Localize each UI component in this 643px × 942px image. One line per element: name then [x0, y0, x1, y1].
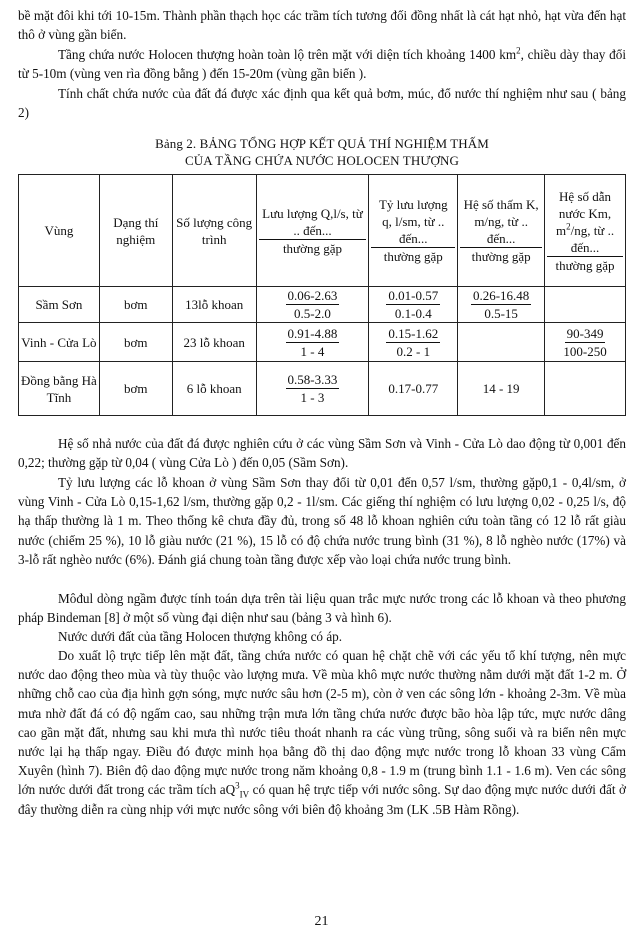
cell-permeability: 0.26-16.48 0.5-15	[458, 287, 545, 323]
aquifer-area-text-b: , chiều dày thay đổi từ 5-10m (vùng ven rìa đồng bằng ) đến 15-20m (vùng gần biển ).	[18, 47, 626, 82]
permeability-test-table	[18, 174, 626, 416]
cell-flow-rate: 0.58-3.33 1 - 3	[256, 362, 369, 416]
header-permeability-common: thường gặp	[471, 249, 531, 264]
cell-flow-rate: 0.91-4.88 1 - 4	[256, 323, 369, 362]
cell-transmissivity	[545, 287, 626, 323]
cell-test-type: bơm	[99, 362, 172, 416]
cell-permeability: 14 - 19	[458, 362, 545, 416]
cell-transmissivity: 90-349 100-250	[545, 323, 626, 362]
cell-specific-capacity: 0.01-0.57 0.1-0.4	[369, 287, 458, 323]
yield-coefficient-paragraph: Hệ số nhả nước của đất đá được nghiên cứu ở các vùng Sầm Sơn và Vinh - Cửa Lò dao động từ 0,001 đến 0,22; thường gặp từ 0,04 ( vùng Cửa Lò ) đến 0,05 (Sầm Sơn).	[18, 436, 626, 471]
table-caption	[18, 135, 626, 169]
header-well-count: Số lượng công trình	[172, 175, 256, 287]
cell-region: Đồng bằng Hà Tĩnh	[19, 362, 100, 416]
header-specific-capacity-common: thường gặp	[383, 249, 443, 264]
cell-well-count: 13lỗ khoan	[172, 287, 256, 323]
header-test-type: Dạng thí nghiệm	[99, 175, 172, 287]
intro-paragraph	[18, 6, 626, 44]
specific-capacity-paragraph: Tỷ lưu lượng các lỗ khoan ở vùng Sầm Sơn thay đổi từ 0,01 đến 0,57 l/sm, thường gặp0,1 - 0,4l/sm, ở vùng Vinh - Cửa Lò 0,15-1,62 l/sm, thường gặp 0,2 - 1l/sm. Các giếng thí nghiệm có lưu lượng 0,02 - 0,25 l/s, độ hạ thấp thường là 1 m. Theo thống kê chưa đầy đủ, trong số 48 lỗ khoan nghiên cứu toàn tầng có 12 lỗ rất giàu nước (chiếm 25 %), 10 lỗ giàu nước (21 %), 15 lỗ có độ chứa nước trung bình (31 %), 8 lỗ nghèo nước (17%) và 3-lỗ rất nghèo nước (6%). Đánh giá chung toàn tầng được xếp vào loại chứa nước trung bình.	[18, 475, 626, 567]
water-properties-text: Tính chất chứa nước của đất đá được xác định qua kết quả bơm, múc, đổ nước thí nghiệm như sau ( bảng 2)	[18, 86, 626, 121]
cell-region: Sầm Sơn	[19, 287, 100, 323]
table-row	[19, 362, 626, 416]
area-unit-superscript: 2	[516, 45, 521, 56]
header-flow-rate-common: thường gặp	[282, 240, 342, 256]
groundwater-module-paragraph: Môđul dòng ngầm được tính toán dựa trên tài liệu quan trắc mực nước trong các lỗ khoan và theo phương pháp Bindeman [8] ở một số vùng đại diện như sau (bảng 3 và hình 6).	[18, 591, 626, 626]
unconfined-aquifer-paragraph: Nước dưới đất của tầng Holocen thượng không có áp.	[58, 629, 343, 644]
cell-test-type: bơm	[99, 323, 172, 362]
aquifer-area-paragraph	[18, 45, 626, 83]
header-region: Vùng	[19, 175, 100, 287]
header-transmissivity-common: thường gặp	[555, 257, 615, 273]
header-permeability-range: Hệ số thấm K, m/ng, từ .. đến...	[460, 196, 542, 248]
water-level-fluctuation-paragraph: Do xuất lộ trực tiếp lên mặt đất, tầng chứa nước có quan hệ chặt chẽ với các yếu tố khí tượng, nên mực nước dao động theo mùa và tùy thuộc vào lượng mưa. Về mùa khô mực nước thường nằm dưới mặt đất 1-2 m. Ở những chỗ cao của địa hình gợn sóng, mực nước sâu hơn (2-5 m), còn ở ven các sông lớn - khoảng 2-3m. Về mùa mưa nhờ đất đá có độ ngấm cao, sau những trận mưa lớn tầng chứa nước được bão hòa lập tức, mực nước dâng cao gần mặt đất, nhưng sau khi mưa thì nước tiêu thoát nhanh ra các vùng trũng, sông suối và ra biển nên mực nước lại hạ thấp ngay. Điều đó được minh họa bằng đồ thị dao động mực nước trong lỗ khoan 33 vùng Cẩm Xuyên (hình 7). Biên độ dao động mực nước trong năm khoảng 0,8 - 1.9 m (trung bình 1.1 - 1.6 m). Ven các sông lớn nước dưới đất trong các trầm tích $aQ^3_{IV}$ có quan hệ trực tiếp với nước sông. Sự dao động mực nước dưới đất ở đây thường diễn ra cùng nhịp với mực nước sông với biên độ khoảng 3m (LK .5B Hàm Rồng).	[18, 648, 626, 817]
header-transmissivity-range: Hệ số dẫn nước Km, $m^2/ng$, từ .. đến...	[547, 188, 623, 257]
cell-specific-capacity: 0.17-0.77	[369, 362, 458, 416]
header-transmissivity	[545, 175, 626, 287]
intro-text: bề mặt đôi khi tới 10-15m. Thành phần thạch học các trầm tích tương đối đồng nhất là cát hạt nhỏ, hạt vừa đến hạt thô ở vùng gần biển.	[18, 8, 626, 43]
table-header-row	[19, 175, 626, 287]
header-permeability	[458, 175, 545, 287]
cell-flow-rate: 0.06-2.63 0.5-2.0	[256, 287, 369, 323]
header-specific-capacity	[369, 175, 458, 287]
cell-well-count: 6 lỗ khoan	[172, 362, 256, 416]
formula-subscript: IV	[239, 790, 250, 801]
water-properties-paragraph	[18, 84, 626, 122]
aquifer-area-text-a: Tầng chứa nước Holocen thượng hoàn toàn lộ trên mặt với diện tích khoảng 1400 km	[58, 47, 517, 62]
cell-test-type: bơm	[99, 287, 172, 323]
page-number: 21	[314, 914, 329, 929]
table-caption-line2: CỦA TẦNG CHỨA NƯỚC HOLOCEN THƯỢNG	[185, 153, 459, 168]
cell-specific-capacity: 0.15-1.62 0.2 - 1	[369, 323, 458, 362]
header-specific-capacity-range: Tỷ lưu lượng q, l/sm, từ .. đến...	[371, 196, 455, 248]
header-flow-rate	[256, 175, 369, 287]
cell-well-count: 23 lỗ khoan	[172, 323, 256, 362]
cell-region: Vinh - Cửa Lò	[19, 323, 100, 362]
table-row	[19, 287, 626, 323]
header-flow-rate-range: Lưu lượng Q,l/s, từ .. đến...	[259, 205, 367, 240]
cell-permeability	[458, 323, 545, 362]
cell-transmissivity	[545, 362, 626, 416]
table-caption-line1: Bảng 2. BẢNG TỔNG HỢP KẾT QUẢ THÍ NGHIỆM THẤM	[155, 136, 489, 151]
table-row	[19, 323, 626, 362]
formula-superscript: 3	[235, 781, 240, 792]
